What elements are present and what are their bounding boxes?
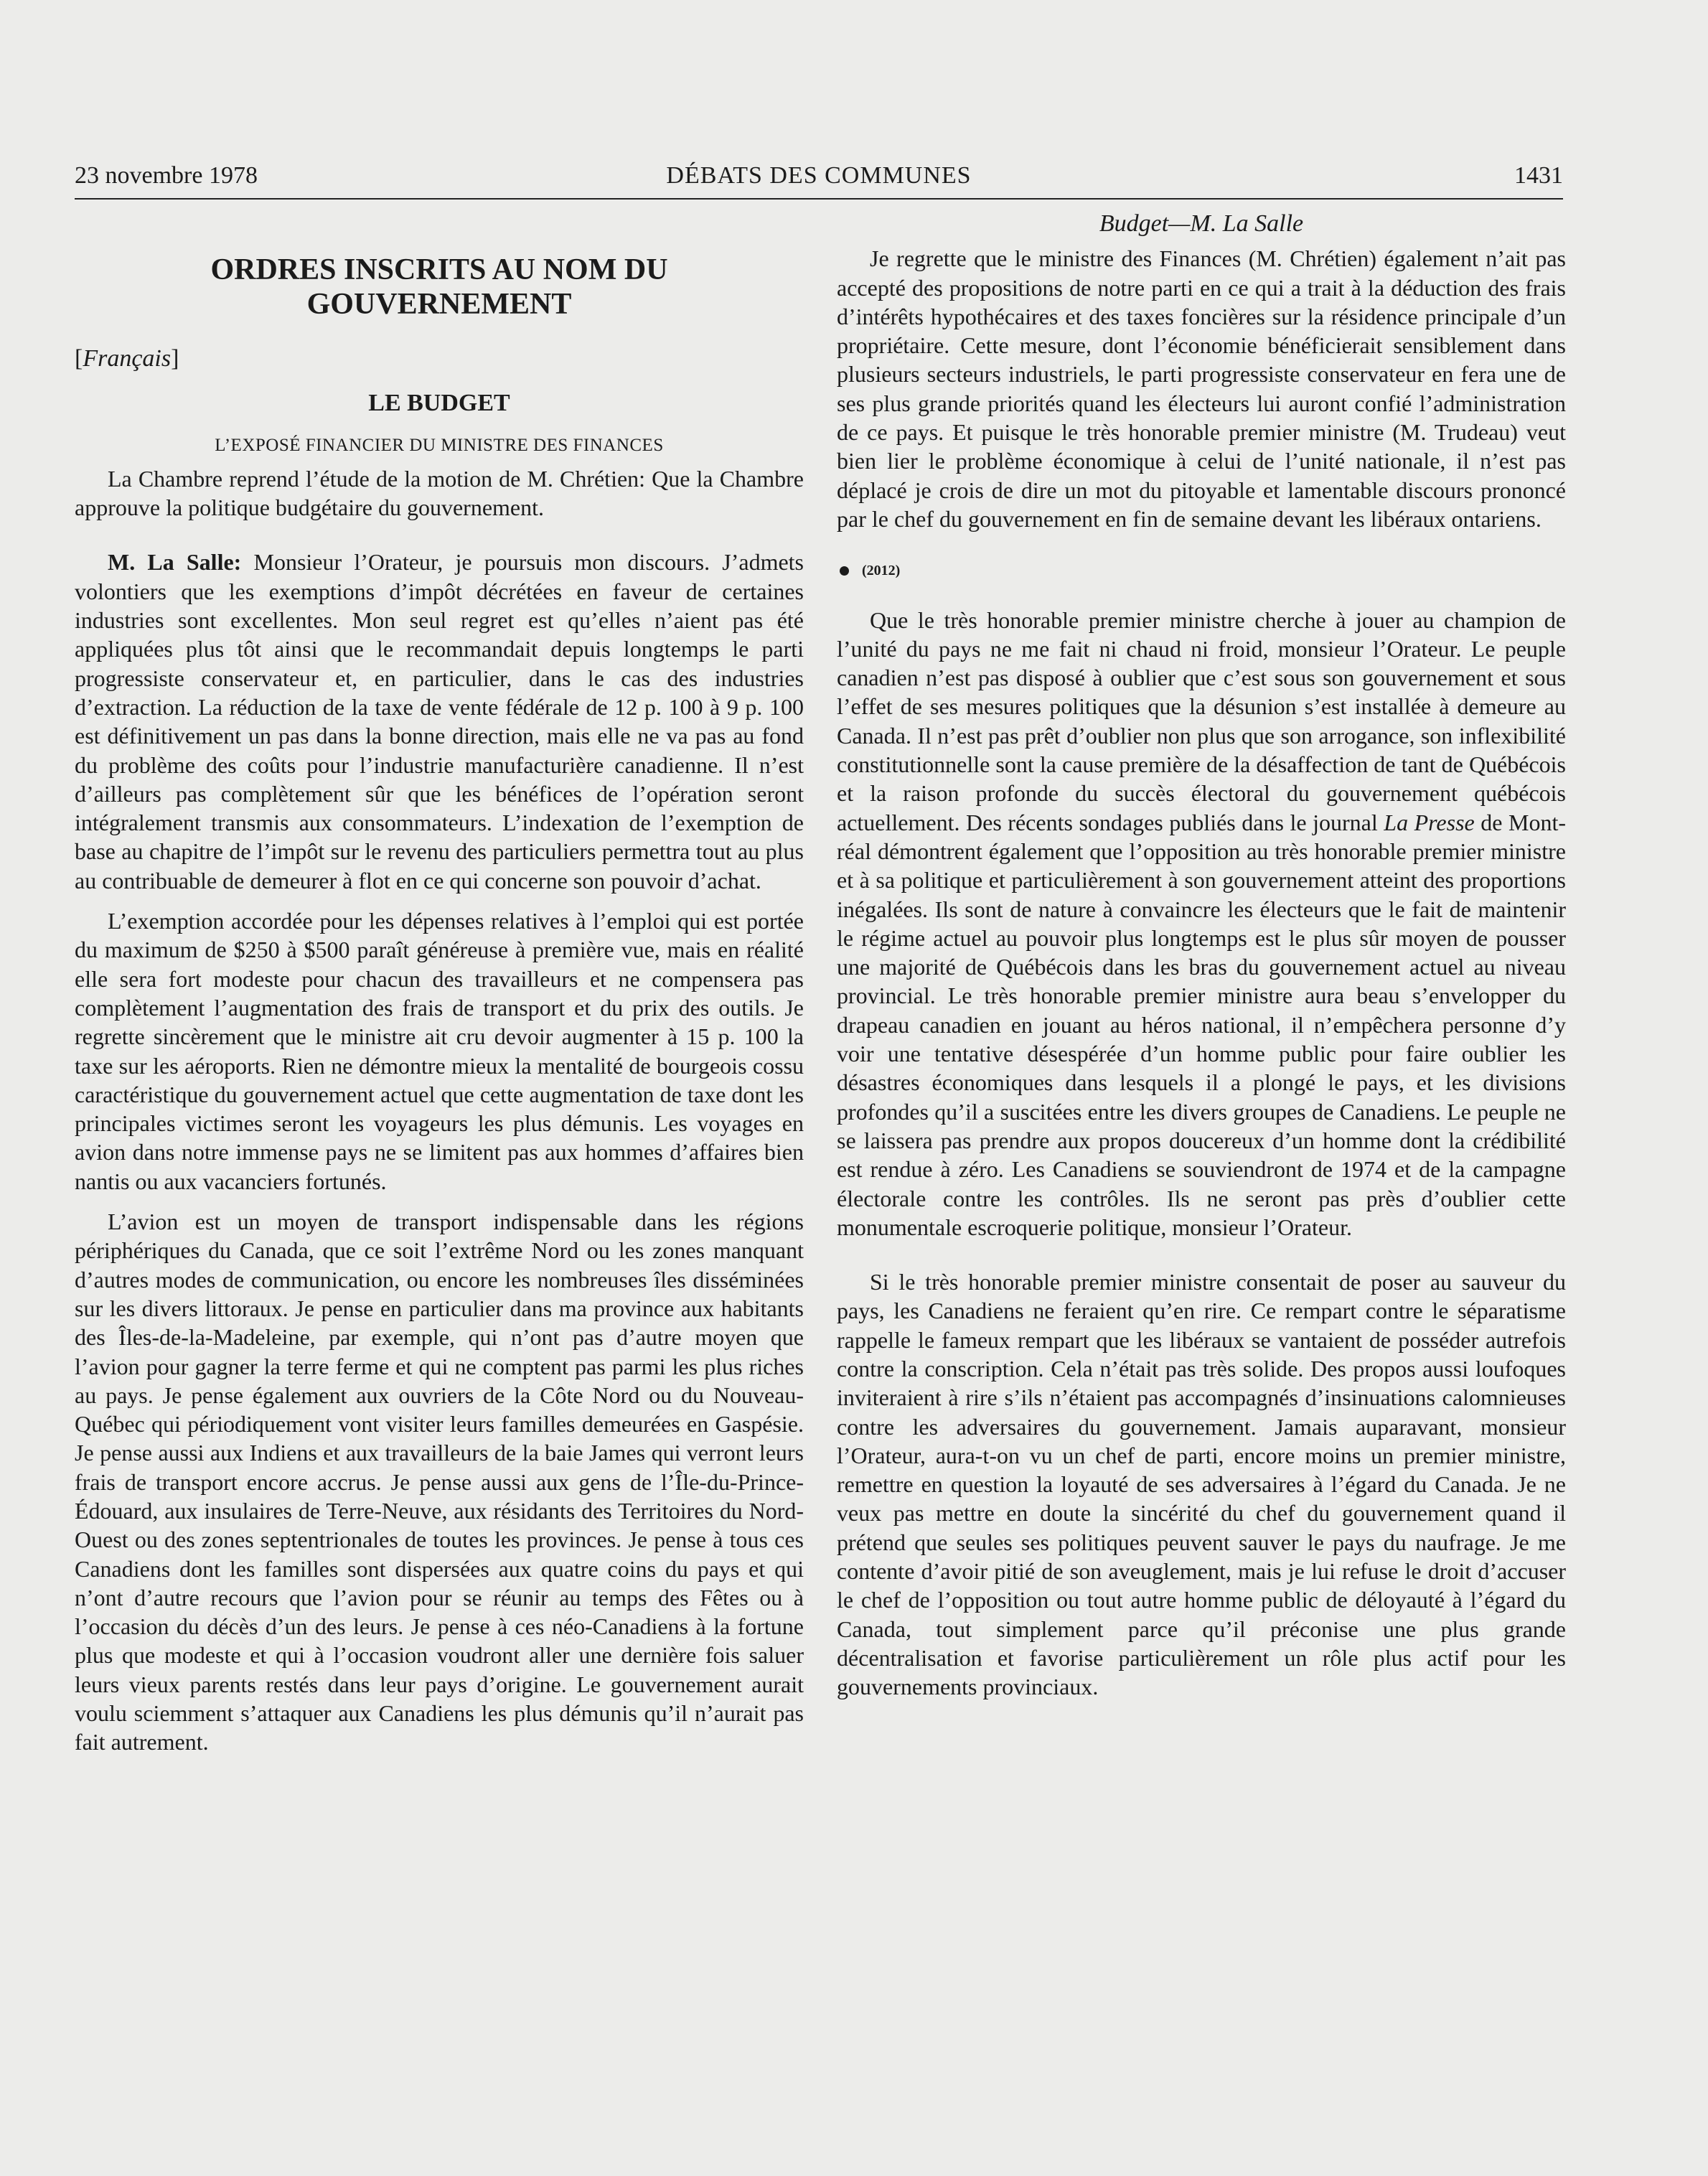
time-marker-text: (2012) (862, 563, 901, 579)
newspaper-title: La Presse (1384, 809, 1475, 835)
column-running-header: Budget—M. La Salle (1099, 210, 1304, 237)
speaker-name: M. La Salle: (108, 549, 242, 576)
speech-text: Monsieur l’Orateur, je poursuis mon discours. J’admets volontiers que les exemptions d’impôt décrétées en faveur de certaines industries sont excellentes. Mon seul regret est qu’elles n’aient pas été appliquées plus tôt ainsi que le recommandait depuis longtemps le parti progressiste conservateur et, en particulier, dans le cas des industries d’extraction. La réduction de la taxe de vente fédérale de 12 p. 100 à 9 p. 100 est définitivement un pas dans la bonne direction, mais elle ne va pas au fond du problème des coûts pour l’industrie manufacturière canadienne. Il n’est d’ailleurs pas complètement sûr que les bénéfices de l’opération seront intégralement transmis aux consommateurs. L’indexation de l’exemption de base au chapitre de l’impôt sur le revenu des particuliers permettra tout au plus au contribuable de demeurer à flot en ce qui concerne son pouvoir d’achat. (75, 549, 804, 894)
language-note: [Français] (75, 345, 179, 372)
time-marker (837, 556, 1566, 585)
speech-text-part1: Que le très honorable premier ministre cherche à jouer au champion de l’unité du pays ne me fait ni chaud ni froid, monsieur l’Orateur. Le peuple canadien n’est pas disposé à oublier que c’est sous son gouvernement et sous l’effet de ses mesures politiques que la désunion s’est installée à demeure au Canada. Il n’est pas prêt d’oublier non plus que son arrogance, son inflexibilité constitutionnelle sont la cause première de la désaffection de tant de Québécois et la raison profonde du succès électoral du gouvernement québécois actuellement. Des récents sondages publiés dans le journal (837, 606, 1566, 835)
speech-text-part2: de Montréal démontrent également que l’opposition au très honorable premier ministre et à sa politique et particulièrement à son gouvernement atteint des proportions inégalées. Ils sont de nature à convaincre les électeurs que le fait de maintenir le régime actuel au pouvoir plus longtemps est le plus sûr moyen de pousser une majorité de Québécois dans les bras du gouvernement actuel au niveau provincial. Le très honorable premier ministre aura beau s’envelopper du drapeau canadien en jouant au héros national, il n’empêchera personne d’y voir une tentative désespérée d’un homme public pour faire oublier les désastres économiques dans lesquels il a plongé le pays, et les divisions profondes qu’il a suscitées entre les divers groupes de Canadiens. Le peuple ne se laissera pas prendre aux propos doucereux d’un homme dont la crédibilité est rendue à zéro. Les Canadiens se souviendront de 1974 et de la campagne électorale contre les contrôles. Ils ne seront pas près d’oublier cette monumentale escroquerie politique, monsieur l’Orateur. (837, 809, 1567, 1240)
left-column (75, 210, 804, 1757)
speech-paragraph-2: L’exemption accordée pour les dépenses relatives à l’emploi qui est portée du maximum de $250 à $500 paraît généreuse à première vue, mais en réalité elle sera fort modeste pour chacun des travailleurs et ne compensera pas complètement l’augmentation des frais de transport et du prix des outils. Je regrette sincèrement que le ministre ait cru devoir augmenter à 15 p. 100 la taxe sur les aéroports. Rien ne démontre mieux la mentalité de bourgeois cossu caractéristique du gouvernement actuel que cette augmentation de taxe dont les principales victimes seront les voyageurs les plus démunis. Les voyages en avion dans notre immense pays ne se limitent pas aux hommes d’affaires bien nantis ou aux vacanciers fortunés. (75, 908, 804, 1194)
intro-paragraph: La Chambre reprend l’étude de la motion de M. Chrétien: Que la Chambre approuve la politique budgétaire du gouvernement. (75, 465, 804, 521)
section-title (75, 253, 804, 322)
header-page-number: 1431 (1514, 162, 1563, 189)
section-title-line2: GOUVERNEMENT (306, 288, 572, 321)
header-title: DÉBATS DES COMMUNES (666, 162, 972, 189)
header-date: 23 novembre 1978 (75, 162, 258, 189)
subject-heading: LE BUDGET (368, 390, 510, 417)
bullet-icon (840, 566, 849, 576)
section-title-line1: ORDRES INSCRITS AU NOM DU (210, 253, 668, 286)
running-header (75, 161, 1563, 200)
subsubject-heading: L’EXPOSÉ FINANCIER DU MINISTRE DES FINANCES (215, 435, 664, 455)
language-note-text: Français (83, 345, 172, 372)
speech-paragraph (75, 548, 804, 895)
speech-paragraph-4: Je regrette que le ministre des Finances (M. Chrétien) également n’ait pas accepté des propositions de notre parti en ce qui a trait à la déduction des frais d’intérêts hypothécaires et des taxes foncières sur la résidence principale d’un propriétaire. Cette mesure, dont l’économie bénéficierait sensiblement dans plusieurs secteurs industriels, le parti progressiste conservateur en fera une de ses plus grande priorités quand les électeurs lui auront confié l’administration de ce pays. Et puisque le très honorable premier ministre (M. Trudeau) veut bien lier le problème économique à celui de l’unité nationale, il n’est pas déplacé je crois de dire un mot du pitoyable et lamentable discours prononcé par le chef du gouvernement en fin de semaine devant les libéraux ontariens. (837, 245, 1566, 532)
speech-paragraph-6: Si le très honorable premier ministre consentait de poser au sauveur du pays, les Canadiens ne feraient qu’en rire. Ce rempart contre le séparatisme rappelle le fameux rempart que les libéraux se vantaient de posséder autrefois contre la conscription. Cela n’était pas très solide. Des propos aussi loufoques inviteraient à rire s’ils n’étaient pas accompagnés d’insinuations calomnieuses contre les adversaires du gouvernement. Jamais auparavant, monsieur l’Orateur, aura-t-on vu un chef de parti, encore moins un premier ministre, remettre en question la loyauté de ses adversaires à l’égard du Canada. Je ne veux pas mettre en doute la sincérité du chef du gouvernement quand il prétend que seules ses politiques peuvent sauver le pays du naufrage. Je me contente d’avoir pitié de son aveuglement, mais je lui refuse le droit d’accuser le chef de l’opposition ou tout autre homme public de déloyauté à l’égard du Canada, tout simplement parce qu’il préconise une plus grande décentralisation et favorise particulièrement un rôle plus actif pour les gouvernements provinciaux. (837, 1269, 1566, 1700)
speech-paragraph-3: L’avion est un moyen de transport indispensable dans les régions périphériques du Canada, que ce soit l’extrême Nord ou les zones manquant d’autres modes de communication, ou encore les nombreuses îles disséminées sur les divers littoraux. Je pense en particulier dans ma province aux habitants des Îles-de-la-Madeleine, par exemple, qui n’ont pas d’autre moyen que l’avion pour gagner la terre ferme et qui ne comptent pas parmi les plus riches au pays. Je pense également aux ouvriers de la Côte Nord ou du Nouveau-Québec qui périodiquement vont visiter leurs familles demeurées en Gaspésie. Je pense aussi aux Indiens et aux travailleurs de la baie James qui verront leurs frais de transport encore accrus. Je pense aussi aux gens de l’Île-du-Prince-Édouard, aux insulaires de Terre-Neuve, aux résidants des Territoires du Nord-Ouest ou des zones septentrionales de toutes les provinces. Je pense à tous ces Canadiens dont les familles sont dispersées aux quatre coins du pays et qui n’ont d’autre recours que l’avion pour se réunir au temps des Fêtes ou à l’occasion du décès d’un des leurs. Je pense à ces néo-Canadiens à la fortune plus que modeste et qui à l’occasion voudront aller une dernière fois saluer leurs vieux parents restés dans leur pays d’origine. Le gouvernement aurait voulu sciemment s’attaquer aux Canadiens les plus démunis qu’il n’aurait pas fait autrement. (75, 1209, 804, 1755)
speech-paragraph-5 (837, 606, 1566, 1242)
right-column (837, 210, 1566, 1702)
